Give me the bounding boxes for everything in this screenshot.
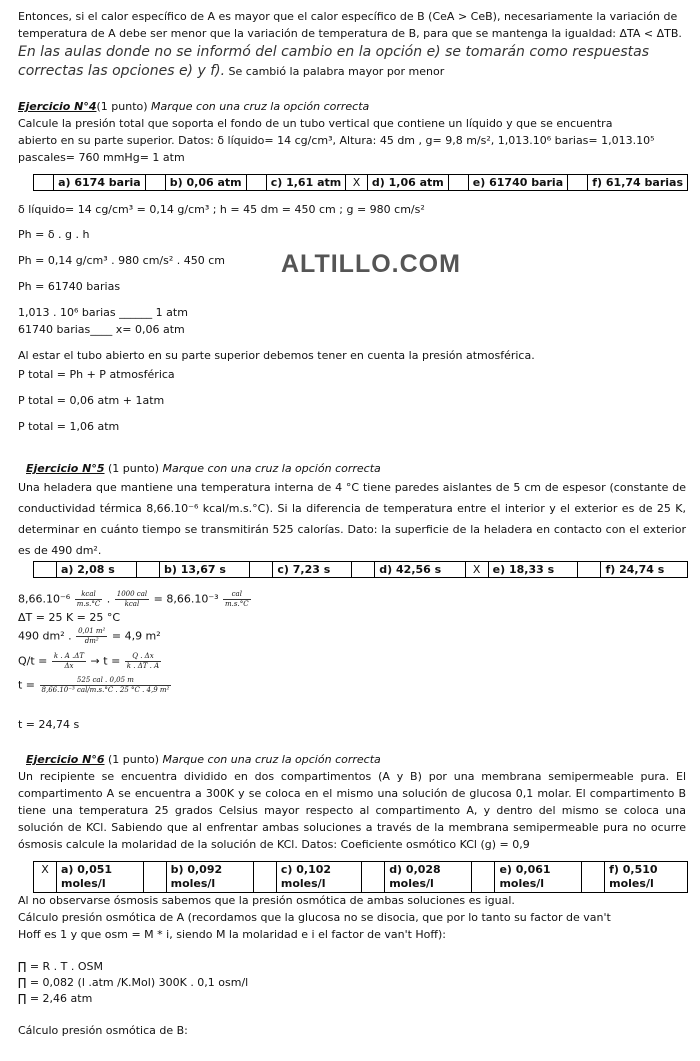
- ex5-instruction: Marque con una cruz la opción correcta: [162, 462, 381, 475]
- ex4-sol-data: δ líquido= 14 cg/cm³ = 0,14 g/cm³ ; h = 45 dm = 450 cm ; g = 980 cm/s²: [18, 203, 425, 216]
- ex5-frac-2-num: 1000 cal: [116, 590, 148, 598]
- ex5-frac-5-num: k . A .ΔT: [53, 652, 85, 660]
- ex6-option-f: [605, 862, 688, 893]
- ex5-body: Una heladera que mantiene una temperatura interna de 4 °C tiene paredes aislantes de 5 cm de espesor (constante de conductividad térmica 8,66.10⁻⁶ kcal/m.s.°C). Si la diferencia de temperatura entre el interior y el exterior es de 25 K, determinar en cuánto tiempo se transmitirán 525 calorías. Dato: la superficie de la heladera en contacto con el exterior es de 490 dm².: [18, 481, 686, 557]
- ex4-mark-f[interactable]: [568, 175, 588, 191]
- ex5-options-table: [33, 561, 688, 578]
- ex6-sol-line-4: ∏ = R . T . OSM: [18, 960, 104, 973]
- exercise-5: [18, 460, 686, 561]
- intro-paragraph: [18, 8, 686, 42]
- ex6-option-f-unit: moles/l: [609, 877, 654, 890]
- ex5-sol-fourier: [18, 652, 162, 671]
- watermark-logo: ALTILLO.COM: [281, 250, 461, 278]
- intro-note: [18, 43, 686, 81]
- ex4-mark-a[interactable]: [34, 175, 54, 191]
- ex5-sol-area-b: = 4,9 m²: [108, 629, 161, 643]
- ex6-option-c-unit: moles/l: [280, 877, 326, 890]
- ex5-sol-fourier-b: → t =: [87, 654, 124, 668]
- ex6-sol-line-3: Hoff es 1 y que osm = M * i, siendo M la molaridad e i el factor de van't Hoff):: [18, 928, 446, 941]
- ex4-sol-total-formula: P total = Ph + P atmosférica: [18, 368, 175, 381]
- ex5-option-f: f) 24,74 s: [601, 562, 688, 578]
- ex6-options-table: [33, 861, 688, 893]
- ex4-sol-ph: Ph = 61740 barias: [18, 280, 121, 293]
- ex5-sol-conv-a: 8,66.10⁻⁶: [18, 592, 74, 606]
- ex4-option-c: c) 1,61 atm: [266, 175, 346, 191]
- ex6-option-c-value: c) 0,102: [280, 863, 332, 876]
- ex6-option-d-value: d) 0,028: [389, 863, 441, 876]
- intro-line-2: temperatura de A debe ser menor que la variación de temperatura de B, para que se mantenga la igualdad: ΔTA < ΔTB.: [18, 27, 682, 40]
- ex4-title: Ejercicio N°4: [18, 100, 97, 113]
- ex5-mark-e[interactable]: X: [465, 562, 488, 578]
- ex4-sol-note: Al estar el tubo abierto en su parte superior debemos tener en cuenta la presión atmosférica.: [18, 349, 535, 362]
- ex4-option-d: d) 1,06 atm: [367, 175, 448, 191]
- ex5-option-d: d) 42,56 s: [375, 562, 465, 578]
- ex5-frac-7: [40, 676, 172, 695]
- ex5-option-c: c) 7,23 s: [273, 562, 352, 578]
- intro-line-1: Entonces, si el calor específico de A es mayor que el calor específico de B (CeA > CeB), necesariamente la variación de: [18, 10, 678, 23]
- ex6-sol-line-6: ∏ = 2,46 atm: [18, 992, 93, 1005]
- ex6-mark-f[interactable]: [582, 862, 605, 893]
- ex5-mark-a[interactable]: [34, 562, 57, 578]
- ex5-options-row: [34, 562, 688, 578]
- ex4-mark-b[interactable]: [145, 175, 165, 191]
- ex5-frac-5-den: Δx: [64, 662, 74, 670]
- ex5-frac-7-num: 525 cal . 0,05 m: [40, 676, 172, 686]
- ex6-option-a-value: a) 0,051: [61, 863, 113, 876]
- ex5-sol-area: [18, 627, 161, 646]
- ex4-instruction: Marque con una cruz la opción correcta: [151, 100, 370, 113]
- ex5-frac-4: [76, 627, 107, 646]
- ex4-body-2: abierto en su parte superior. Datos: δ líquido= 14 cg/cm³, Altura: 45 dm , g= 9,8 m/s², 1,013.10⁶ barias= 1,013.10⁵: [18, 134, 655, 147]
- ex6-sol-line-5: ∏ = 0,082 (l .atm /K.Mol) 300K . 0,1 osm/l: [18, 976, 249, 989]
- ex5-frac-4-num: 0,01 m²: [78, 627, 106, 635]
- ex4-mark-e[interactable]: [448, 175, 468, 191]
- ex5-sol-time: [18, 676, 172, 695]
- ex4-option-f: f) 61,74 barias: [588, 175, 688, 191]
- ex5-heading: [18, 460, 686, 477]
- ex6-mark-e[interactable]: [472, 862, 495, 893]
- ex5-sol-conv-dot: .: [103, 592, 114, 606]
- ex6-mark-d[interactable]: [362, 862, 385, 893]
- ex5-mark-c[interactable]: [250, 562, 273, 578]
- ex6-option-b: [166, 862, 253, 893]
- ex5-frac-1-den: m.s.°C: [76, 600, 101, 608]
- ex6-mark-a[interactable]: X: [34, 862, 57, 893]
- ex6-option-d-unit: moles/l: [389, 877, 434, 890]
- ex6-body: Un recipiente se encuentra dividido en dos compartimentos (A y B) por una membrana semipermeable pura. El compartimento A se encuentra a 300K y se coloca en el mismo una solución de glucosa 0,1 molar. El compartimento B tiene una temperatura 25 grados Celsius mayor respecto al compartimento A, y dentro del mismo se coloca una solución de KCl. Sabiendo que al enfrentar ambas soluciones a través de la membrana semipermeable pura no ocurre ósmosis calcule la molaridad de la solución de KCl. Datos: Coeficiente osmótico KCl (g) = 0,9: [18, 770, 686, 851]
- ex6-mark-b[interactable]: [143, 862, 166, 893]
- ex6-option-e: [495, 862, 582, 893]
- ex5-sol-result: t = 24,74 s: [18, 718, 80, 731]
- ex4-option-e: e) 61740 baria: [468, 175, 567, 191]
- ex4-heading: [18, 98, 686, 115]
- ex5-points: (1 punto): [104, 462, 163, 475]
- ex6-option-a-unit: moles/l: [61, 877, 106, 890]
- ex5-frac-3: [223, 590, 251, 609]
- ex4-mark-d[interactable]: X: [346, 175, 368, 191]
- ex6-option-e-unit: moles/l: [499, 877, 545, 890]
- ex5-sol-fourier-a: Q/t =: [18, 654, 51, 668]
- exercise-4: [18, 98, 686, 166]
- ex6-heading: [18, 751, 686, 768]
- ex5-sol-deltat: ΔT = 25 K = 25 °C: [18, 611, 121, 624]
- ex5-title: Ejercicio N°5: [26, 462, 105, 475]
- note-line-1: En las aulas donde no se informó del cambio en la opción e) se tomarán como respuestas: [18, 44, 649, 60]
- ex5-frac-6-num: Q . Δx: [125, 652, 161, 662]
- ex5-frac-3-num: cal: [223, 590, 251, 600]
- ex5-mark-d[interactable]: [352, 562, 375, 578]
- ex6-option-a: [57, 862, 144, 893]
- ex4-body-1: Calcule la presión total que soporta el fondo de un tubo vertical que contiene un líquido y que se encuentra: [18, 117, 613, 130]
- ex4-points: (1 punto): [96, 100, 152, 113]
- ex4-sol-formula: Ph = δ . g . h: [18, 228, 90, 241]
- ex4-sol-total-sum: P total = 0,06 atm + 1atm: [18, 394, 165, 407]
- ex4-option-b: b) 0,06 atm: [165, 175, 246, 191]
- ex6-sol-line-7: Cálculo presión osmótica de B:: [18, 1024, 188, 1037]
- exercise-6: [18, 751, 686, 853]
- ex5-sol-time-a: t =: [18, 678, 39, 692]
- ex4-option-a: a) 6174 baria: [54, 175, 146, 191]
- ex5-frac-3-den: m.s.°C: [225, 600, 249, 608]
- ex5-option-a: a) 2,08 s: [57, 562, 137, 578]
- ex6-title: Ejercicio N°6: [26, 753, 105, 766]
- ex5-mark-b[interactable]: [137, 562, 160, 578]
- ex6-points: (1 punto): [104, 753, 163, 766]
- ex4-sol-sub: Ph = 0,14 g/cm³ . 980 cm/s² . 450 cm: [18, 254, 226, 267]
- ex5-frac-2-den: kcal: [124, 600, 140, 608]
- ex5-frac-6-den: k . ΔT . A: [126, 662, 160, 670]
- ex5-frac-6: [125, 652, 161, 671]
- ex5-frac-2: [115, 590, 149, 609]
- ex4-sol-total-result: P total = 1,06 atm: [18, 420, 120, 433]
- ex5-frac-4-den: dm²: [84, 637, 99, 645]
- ex6-option-b-unit: moles/l: [170, 877, 216, 890]
- ex4-options-table: [33, 174, 688, 191]
- ex6-option-f-value: f) 0,510: [609, 863, 658, 876]
- ex4-sol-conv-2: 61740 barias____ x= 0,06 atm: [18, 323, 185, 336]
- ex6-option-e-value: e) 0,061: [499, 863, 551, 876]
- ex4-options-row: [34, 175, 688, 191]
- ex6-instruction: Marque con una cruz la opción correcta: [162, 753, 381, 766]
- ex6-sol-line-1: Al no observarse ósmosis sabemos que la presión osmótica de ambas soluciones es igual.: [18, 894, 515, 907]
- ex6-option-b-value: b) 0,092: [170, 863, 223, 876]
- ex4-sol-conv-1: 1,013 . 10⁶ barias ______ 1 atm: [18, 306, 188, 319]
- ex5-frac-5: [52, 652, 86, 671]
- ex5-frac-1: [75, 590, 103, 609]
- ex4-body-3: pascales= 760 mmHg= 1 atm: [18, 151, 185, 164]
- ex5-option-b: b) 13,67 s: [160, 562, 250, 578]
- ex5-sol-area-a: 490 dm² .: [18, 629, 76, 643]
- ex5-frac-1-num: kcal: [75, 590, 103, 600]
- ex5-mark-f[interactable]: [578, 562, 601, 578]
- ex6-sol-line-2: Cálculo presión osmótica de A (recordamos que la glucosa no se disocia, que por lo tanto su factor de van't: [18, 911, 611, 924]
- ex5-frac-7-den: 8,66.10⁻³ cal/m.s.°C . 25 °C . 4,9 m²: [41, 686, 170, 694]
- ex5-sol-conversion: [18, 590, 252, 609]
- ex5-sol-conv-b: = 8,66.10⁻³: [150, 592, 223, 606]
- ex6-option-d: [385, 862, 472, 893]
- note-line-2: correctas las opciones e) y f).: [18, 63, 226, 79]
- ex6-options-row: [34, 862, 688, 893]
- ex5-option-e: e) 18,33 s: [488, 562, 578, 578]
- note-line-3: Se cambió la palabra mayor por menor: [225, 65, 445, 78]
- ex4-mark-c[interactable]: [246, 175, 266, 191]
- ex6-option-c: [276, 862, 361, 893]
- ex6-mark-c[interactable]: [253, 862, 276, 893]
